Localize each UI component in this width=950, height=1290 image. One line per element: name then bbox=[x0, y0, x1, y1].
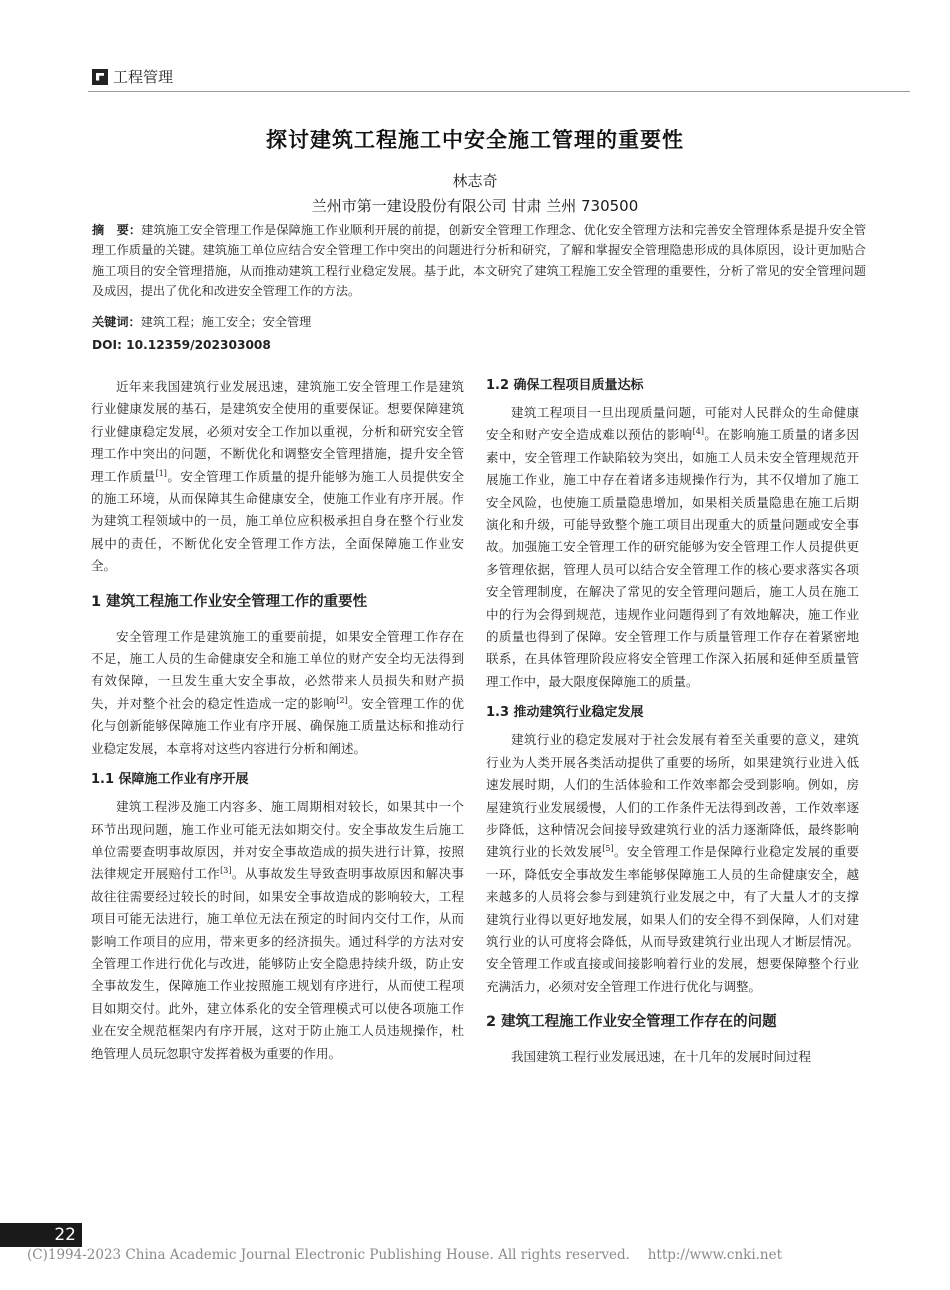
journal-section-label: 工程管理 bbox=[113, 68, 174, 86]
section-1-3-paragraph: 建筑行业的稳定发展对于社会发展有着至关重要的意义，建筑行业为人类开展各类活动提供了重要的场所，如果建筑行业进入低速发展时期，人们的生活体验和工作效率都会受到影响。例如，房屋建筑行业发展缓慢，人们的工作条件无法得到改善，工作效率逐步降低，这种情况会间接导致建筑行业的活力逐渐降低，最终影响建筑行业的长效发展[5]。安全管理工作是保障行业稳定发展的重要一环，降低安全事故发生率能够保障施工人员的生命健康安全，越来越多的人员将会参与到建筑行业发展之中，有了大量人才的支撑建筑行业得以更好地发展，如果人们的安全得不到保障，人们对建筑行业的认可度将会降低，从而导致建筑行业出现人才断层情况。安全管理工作或直接或间接影响着行业的发展，想要保障整个行业充满活力，必须对安全管理工作进行优化与调整。 bbox=[486, 732, 859, 994]
section-1-3-heading: 1.3 推动建筑行业稳定发展 bbox=[486, 705, 644, 721]
section-1-1-heading: 1.1 保障施工作业有序开展 bbox=[91, 772, 249, 788]
page-number: 22 bbox=[0, 1223, 82, 1247]
section-1-heading: 1 建筑工程施工作业安全管理工作的重要性 bbox=[91, 593, 368, 610]
citation-ref: [4] bbox=[692, 427, 704, 437]
section-1-paragraph: 安全管理工作是建筑施工的重要前提，如果安全管理工作存在不足，施工人员的生命健康安全和施工单位的财产安全均无法得到有效保障，一旦发生重大安全事故，必然带来人员损失和财产损失，并对整个社会的稳定性造成一定的影响[2]。安全管理工作的优化与创新能够保障施工作业有序开展、确保施工质量达标和推动行业稳定发展，本章将对这些内容进行分析和阐述。 bbox=[91, 628, 464, 756]
keywords bbox=[92, 313, 866, 330]
section-2-paragraph: 我国建筑工程行业发展迅速，在十几年的发展时间过程 bbox=[511, 1049, 812, 1065]
citation-ref: [3] bbox=[220, 866, 232, 876]
header-divider bbox=[88, 91, 910, 92]
abstract-label: 摘 要： bbox=[92, 223, 142, 237]
running-header bbox=[92, 66, 173, 87]
citation-ref: [5] bbox=[602, 844, 614, 854]
abstract bbox=[92, 220, 866, 302]
abstract-text: 建筑施工安全管理工作是保障施工作业顺利开展的前提，创新安全管理工作理念、优化安全管理方法和完善安全管理体系是提升安全管理工作质量的关键。建筑施工单位应结合安全管理工作中突出的问题进行分析和研究，了解和掌握安全管理隐患形成的具体原因，设计更加贴合施工项目的安全管理措施，从而推动建筑工程行业稳定发展。基于此，本文研究了建筑工程施工安全管理的重要性，分析了常见的安全管理问题及成因，提出了优化和改进安全管理工作的方法。 bbox=[92, 223, 867, 299]
journal-logo-icon bbox=[92, 69, 108, 85]
author-affiliation: 兰州市第一建设股份有限公司 甘肃 兰州 730500 bbox=[311, 197, 639, 215]
article-author: 林志奇 bbox=[452, 172, 498, 190]
keywords-label: 关键词： bbox=[92, 315, 141, 329]
doi: DOI: 10.12359/202303008 bbox=[92, 338, 271, 352]
section-2-heading: 2 建筑工程施工作业安全管理工作存在的问题 bbox=[486, 1014, 777, 1031]
intro-paragraph: 近年来我国建筑行业发展迅速，建筑施工安全管理工作是建筑行业健康发展的基石，是建筑安全使用的重要保证。想要保障建筑行业健康稳定发展，必须对安全工作加以重视，分析和研究安全管理工作中突出的问题，不断优化和调整安全管理措施，提升安全管理工作质量[1]。安全管理工作质量的提升能够为施工人员提供安全的施工环境，从而保障其生命健康安全，使施工作业有序开展。作为建筑工程领域中的一员，施工单位应积极承担自身在整个行业发展中的责任，不断优化安全管理工作方法，全面保障施工作业安全。 bbox=[91, 379, 464, 574]
copyright-notice: (C)1994-2023 China Academic Journal Electronic Publishing House. All rights reserved. http://www.cnki.net bbox=[27, 1247, 783, 1263]
section-1-1-paragraph: 建筑工程涉及施工内容多、施工周期相对较长，如果其中一个环节出现问题，施工作业可能无法如期交付。安全事故发生后施工单位需要查明事故原因，并对安全事故造成的损失进行计算，按照法律规定开展赔付工作[3]。从事故发生导致查明事故原因和解决事故往往需要经过较长的时间，如果安全事故造成的影响较大，工程项目可能无法进行，施工单位无法在预定的时间内交付工作，从而影响工作项目的应用，带来更多的经济损失。通过科学的方法对安全管理工作进行优化与改进，能够防止安全隐患持续升级，防止安全事故发生，保障施工作业按照施工规划有序进行，从而使工程项目如期交付。此外，建立体系化的安全管理模式可以使各项施工作业在安全规范框架内有序开展，这对于防止施工人员违规操作，杜绝管理人员玩忽职守发挥着极为重要的作用。 bbox=[91, 799, 464, 1061]
article-title: 探讨建筑工程施工中安全施工管理的重要性 bbox=[266, 128, 684, 152]
left-column bbox=[91, 376, 464, 1075]
citation-ref: [1] bbox=[155, 468, 167, 478]
citation-ref: [2] bbox=[336, 695, 348, 705]
right-column bbox=[486, 376, 859, 1079]
section-1-2-heading: 1.2 确保工程项目质量达标 bbox=[486, 378, 644, 393]
section-1-2-paragraph: 建筑工程项目一旦出现质量问题，可能对人民群众的生命健康安全和财产安全造成难以预估的影响[4]。在影响施工质量的诸多因素中，安全管理工作缺陷较为突出，如施工人员未安全管理规范开展施工作业，施工中存在着诸多违规操作行为，其不仅增加了施工安全风险，也使施工质量隐患增加，如果相关质量隐患在施工后期演化和升级，可能导致整个施工项目出现重大的质量问题或安全事故。加强施工安全管理工作的研究能够为安全管理工作人员提供更多管理依据，管理人员可以结合安全管理工作的核心要求落实各项安全管理制度，在解决了常见的安全管理问题后，施工人员在施工中的行为会得到规范，违规作业问题得到了有效地解决，施工作业的质量也得到了保障。安全管理工作与质量管理工作存在着紧密地联系，在具体管理阶段应将安全管理工作深入拓展和延伸至质量管理工作中，最大限度保障施工的质量。 bbox=[486, 405, 859, 689]
keywords-text: 建筑工程；施工安全；安全管理 bbox=[140, 315, 312, 329]
